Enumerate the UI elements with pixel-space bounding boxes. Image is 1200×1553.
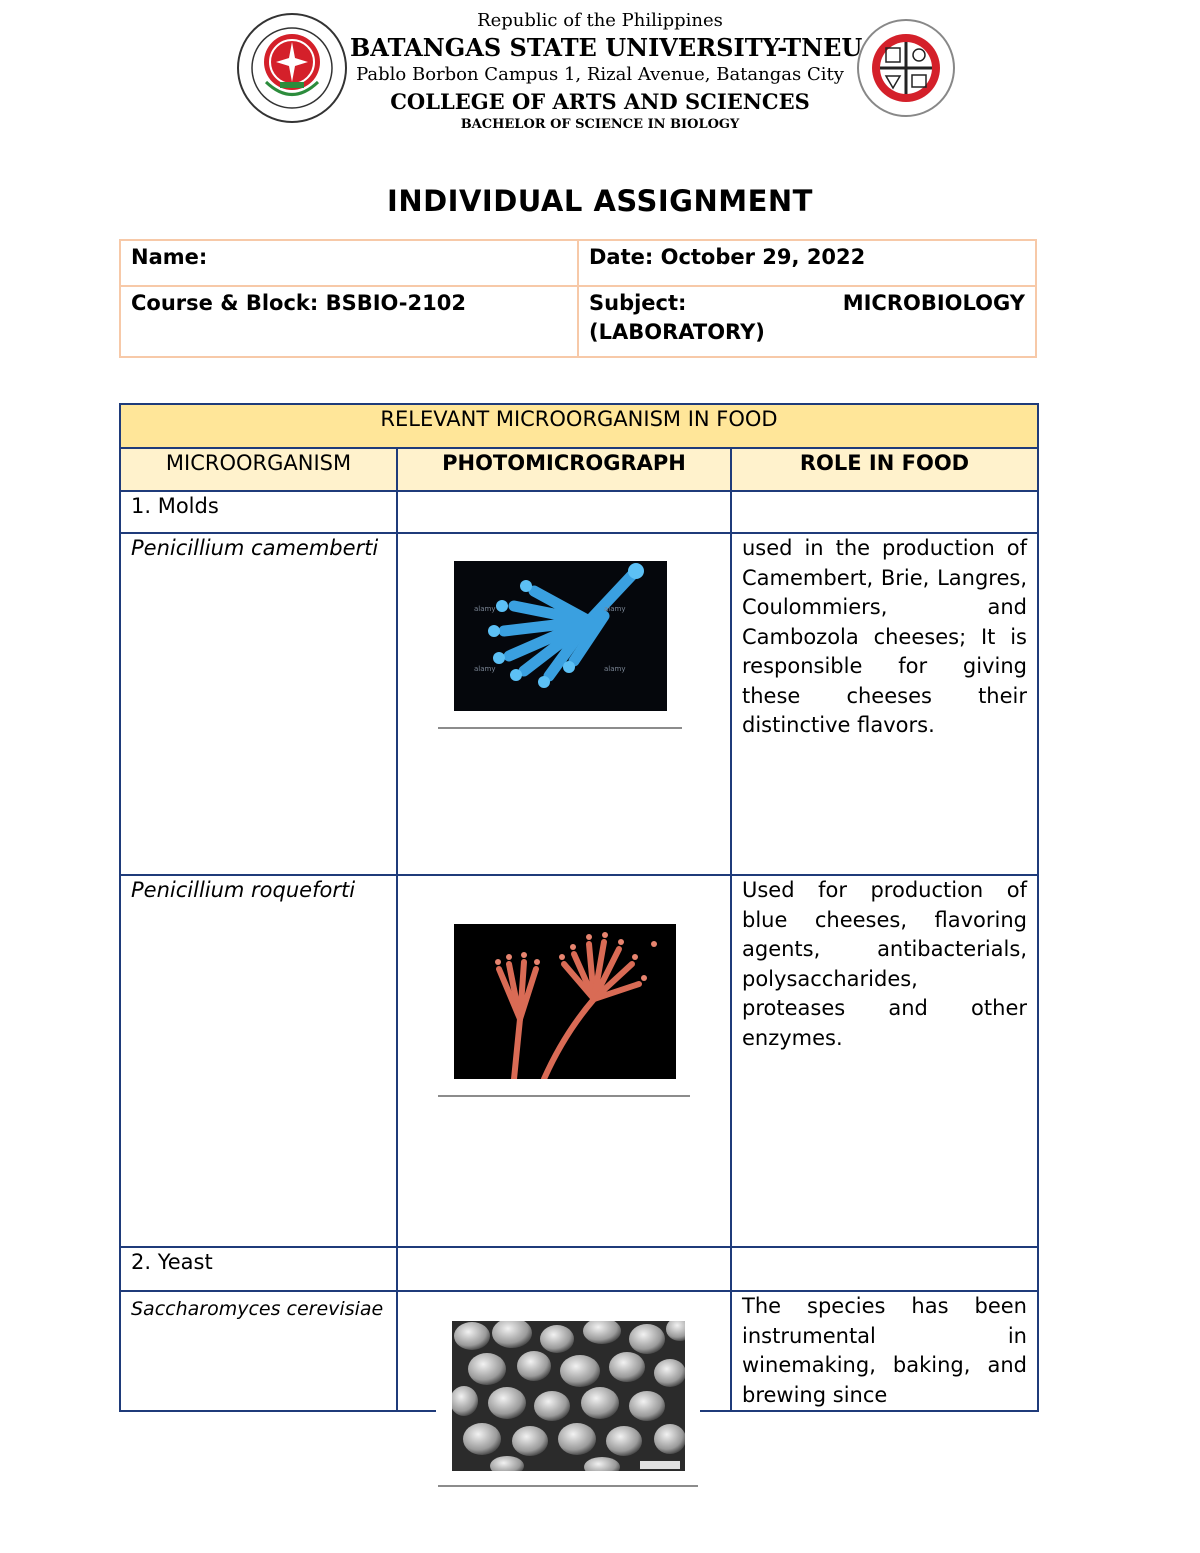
empty-cell <box>731 491 1038 533</box>
course-label: Course & Block: BSBIO-2102 <box>131 291 466 315</box>
group-row-molds <box>120 491 1038 533</box>
role-text: used in the production of Camembert, Brie, Langres, Coulommiers, and Cambozola cheeses; It is responsible for giving these cheeses their distinctive flavors. <box>731 533 1038 875</box>
header-photomicrograph: PHOTOMICROGRAPH <box>397 448 731 491</box>
svg-text:alamy: alamy <box>474 665 496 673</box>
name-cell <box>120 240 578 286</box>
group-label: 1. Molds <box>120 491 397 533</box>
table-row <box>120 533 1038 875</box>
date-label: Date: October 29, 2022 <box>589 245 866 269</box>
empty-cell <box>731 1247 1038 1291</box>
caption-line <box>438 1485 698 1487</box>
table-row <box>120 875 1038 1247</box>
table-title: RELEVANT MICROORGANISM IN FOOD <box>120 404 1038 448</box>
empty-cell <box>397 1247 731 1291</box>
program-name: BACHELOR OF SCIENCE IN BIOLOGY <box>460 117 740 132</box>
college-seal-logo <box>856 18 956 118</box>
empty-cell <box>397 491 731 533</box>
university-name: BATANGAS STATE UNIVERSITY-TNEU <box>350 33 863 62</box>
organism-name: Penicillium camemberti <box>120 533 397 875</box>
republic-line: Republic of the Philippines <box>477 10 723 31</box>
photo-cell <box>397 875 731 1247</box>
subject-value: MICROBIOLOGY <box>842 291 1025 315</box>
document-title: INDIVIDUAL ASSIGNMENT <box>387 184 813 218</box>
university-seal-logo <box>236 12 348 124</box>
subject-row <box>589 289 1025 318</box>
header-role-in-food: ROLE IN FOOD <box>731 448 1038 491</box>
photomicrograph-saccharomyces-cerevisiae <box>452 1321 685 1471</box>
caption-line <box>438 727 682 729</box>
microorganism-table <box>119 403 1039 1412</box>
svg-text:alamy: alamy <box>474 605 496 613</box>
course-cell <box>120 286 578 357</box>
svg-text:alamy: alamy <box>604 665 626 673</box>
subject-label: Subject: <box>589 291 687 315</box>
photo-cell <box>397 533 731 875</box>
date-cell <box>578 240 1036 286</box>
photomicrograph-penicillium-roqueforti <box>454 924 676 1079</box>
college-name: COLLEGE OF ARTS AND SCIENCES <box>390 89 810 114</box>
letterhead <box>0 0 1200 140</box>
svg-text:alamy: alamy <box>604 605 626 613</box>
group-label: 2. Yeast <box>120 1247 397 1291</box>
table-title-row <box>120 404 1038 448</box>
group-row-yeast <box>120 1247 1038 1291</box>
organism-name: Saccharomyces cerevisiae <box>120 1291 397 1411</box>
organism-name: Penicillium roqueforti <box>120 875 397 1247</box>
microorganism-table-wrap <box>119 403 1037 1410</box>
student-info-table <box>119 239 1037 358</box>
subject-cell <box>578 286 1036 357</box>
header-microorganism: MICROORGANISM <box>120 448 397 491</box>
photomicrograph-penicillium-camemberti <box>454 561 667 711</box>
role-text: The species has been instrumental in winemaking, baking, and brewing since <box>731 1291 1038 1411</box>
subject-value-continued: (LABORATORY) <box>589 320 765 344</box>
caption-line <box>438 1095 690 1097</box>
campus-address: Pablo Borbon Campus 1, Rizal Avenue, Batangas City <box>356 64 844 85</box>
name-label: Name: <box>131 245 208 269</box>
table-header-row <box>120 448 1038 491</box>
role-text: Used for production of blue cheeses, flavoring agents, antibacterials, polysaccharides, proteases and other enzymes. <box>731 875 1038 1247</box>
